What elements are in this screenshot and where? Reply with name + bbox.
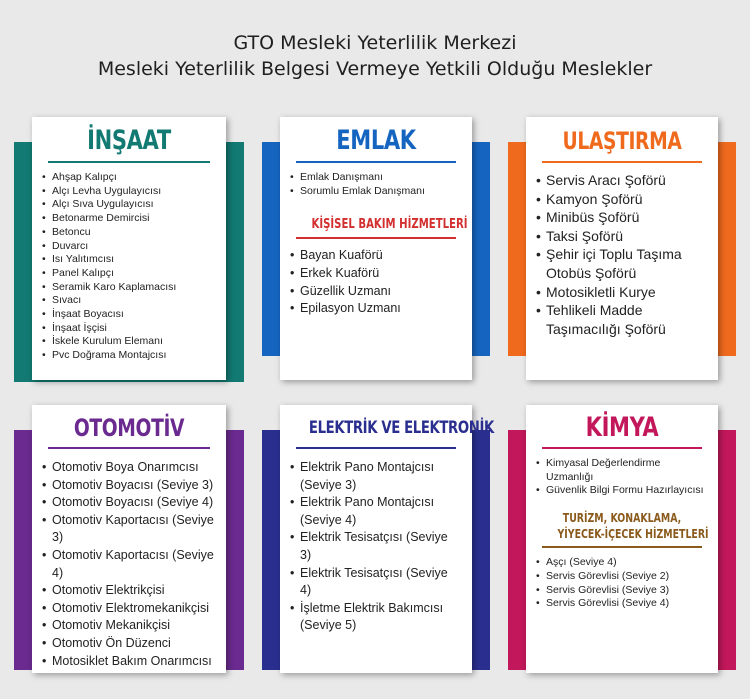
list-item: • Emlak Danışmanı (290, 171, 462, 185)
list-item: • Elektrik Pano Montajcısı (Seviye 3) (290, 459, 462, 494)
list-item: • Aşçı (Seviye 4) (536, 556, 708, 570)
list-item: • Erkek Kuaförü (290, 265, 462, 283)
list-item: • Sıvacı (42, 294, 216, 308)
list-item: • Otomotiv Boya Onarımcısı (42, 459, 216, 477)
list-item: • Duvarcı (42, 240, 216, 254)
list-item: • Güvenlik Bilgi Formu Hazırlayıcısı (536, 484, 708, 498)
list-item: • Pvc Doğrama Montajcısı (42, 349, 216, 363)
otomotiv-divider (48, 447, 210, 449)
list-item: • Isı Yalıtımcısı (42, 253, 216, 267)
insaat-heading: İNŞAAT (87, 125, 171, 156)
list-item: • Motosikletli Kurye (536, 283, 708, 302)
list-item: • Taksi Şoförü (536, 227, 708, 246)
list-item: • Betoncu (42, 226, 216, 240)
list-item: • Otomotiv Elektromekanikçisi (42, 600, 216, 618)
list-item: • Şehir içi Toplu Taşıma Otobüs Şoförü (536, 245, 708, 282)
otomotiv-card (32, 405, 226, 673)
list-item: • Epilasyon Uzmanı (290, 300, 462, 318)
elektrik-card (280, 405, 494, 673)
kisisel-heading: KİŞİSEL BAKIM HİZMETLERİ (311, 216, 468, 233)
insaat-divider (48, 161, 210, 163)
elektrik-divider (296, 447, 456, 449)
list-item: • Servis Görevlisi (Seviye 4) (536, 597, 708, 611)
list-item: • İşletme Elektrik Bakımcısı (Seviye 5) (290, 600, 462, 635)
list-item: • Elektrik Tesisatçısı (Seviye 3) (290, 529, 462, 564)
list-item: • Servis Görevlisi (Seviye 3) (536, 584, 708, 598)
list-item: • Bayan Kuaförü (290, 247, 462, 265)
list-item: • Kimyasal Değerlendirme Uzmanlığı (536, 457, 708, 484)
ulastirma-heading: ULAŞTIRMA (562, 127, 682, 155)
ulastirma-divider (542, 161, 702, 163)
list-item: • Minibüs Şoförü (536, 208, 708, 227)
emlak-divider (296, 161, 456, 163)
list-item: • İnşaat Boyacısı (42, 308, 216, 322)
list-item: • Otomotiv Boyacısı (Seviye 4) (42, 494, 216, 512)
list-item: • Otomotiv Kaportacısı (Seviye 3) (42, 512, 216, 547)
kisisel-list (290, 247, 462, 317)
list-item: • Alçı Sıva Uygulayıcısı (42, 198, 216, 212)
elektrik-list (290, 459, 462, 635)
ulastirma-card (526, 117, 718, 380)
turizm-heading-line-2: YİYECEK-İÇECEK HİZMETLERİ (557, 526, 709, 542)
elektrik-heading: ELEKTRİK VE ELEKTRONİK (308, 418, 494, 438)
turizm-heading-line-1: TURİZM, KONAKLAMA, (562, 510, 682, 526)
kimya-list (536, 457, 708, 498)
emlak-card (280, 117, 472, 380)
list-item: • Güzellik Uzmanı (290, 283, 462, 301)
list-item: • Otomotiv Boyacısı (Seviye 3) (42, 477, 216, 495)
turizm-list (536, 556, 708, 611)
turizm-heading (557, 510, 709, 542)
title-line-1: GTO Mesleki Yeterlilik Merkezi (233, 32, 517, 54)
list-item: • Sorumlu Emlak Danışmanı (290, 185, 462, 199)
kimya-heading: KİMYA (585, 412, 659, 443)
list-item: • Servis Görevlisi (Seviye 2) (536, 570, 708, 584)
otomotiv-heading: OTOMOTİV (73, 414, 185, 442)
list-item: • İnşaat İşçisi (42, 322, 216, 336)
list-item: • Ahşap Kalıpçı (42, 171, 216, 185)
page-title (0, 30, 750, 82)
list-item: • Elektrik Pano Montajcısı (Seviye 4) (290, 494, 462, 529)
list-item: • Servis Aracı Şoförü (536, 171, 708, 190)
list-item: • Tehlikeli Madde Taşımacılığı Şoförü (536, 301, 708, 338)
otomotiv-list (42, 459, 216, 670)
list-item: • Otomotiv Mekanikçisi (42, 617, 216, 635)
emlak-list (290, 171, 462, 198)
title-line-2: Mesleki Yeterlilik Belgesi Vermeye Yetkili Olduğu Meslekler (97, 58, 653, 80)
list-item: • Seramik Karo Kaplamacısı (42, 281, 216, 295)
emlak-heading: EMLAK (336, 125, 416, 156)
list-item: • Otomotiv Ön Düzenci (42, 635, 216, 653)
list-item: • Alçı Levha Uygulayıcısı (42, 185, 216, 199)
insaat-list (42, 171, 216, 363)
list-item: • Otomotiv Kaportacısı (Seviye 4) (42, 547, 216, 582)
ulastirma-list (536, 171, 708, 338)
list-item: • İskele Kurulum Elemanı (42, 335, 216, 349)
list-item: • Otomotiv Elektrikçisi (42, 582, 216, 600)
turizm-divider (542, 546, 702, 548)
kimya-card (526, 405, 718, 673)
kisisel-divider (296, 237, 456, 239)
insaat-card (32, 117, 226, 380)
list-item: • Elektrik Tesisatçısı (Seviye 4) (290, 565, 462, 600)
list-item: • Betonarme Demircisi (42, 212, 216, 226)
list-item: • Motosiklet Bakım Onarımcısı (42, 653, 216, 671)
list-item: • Panel Kalıpçı (42, 267, 216, 281)
kimya-divider (542, 447, 702, 449)
list-item: • Kamyon Şoförü (536, 190, 708, 209)
